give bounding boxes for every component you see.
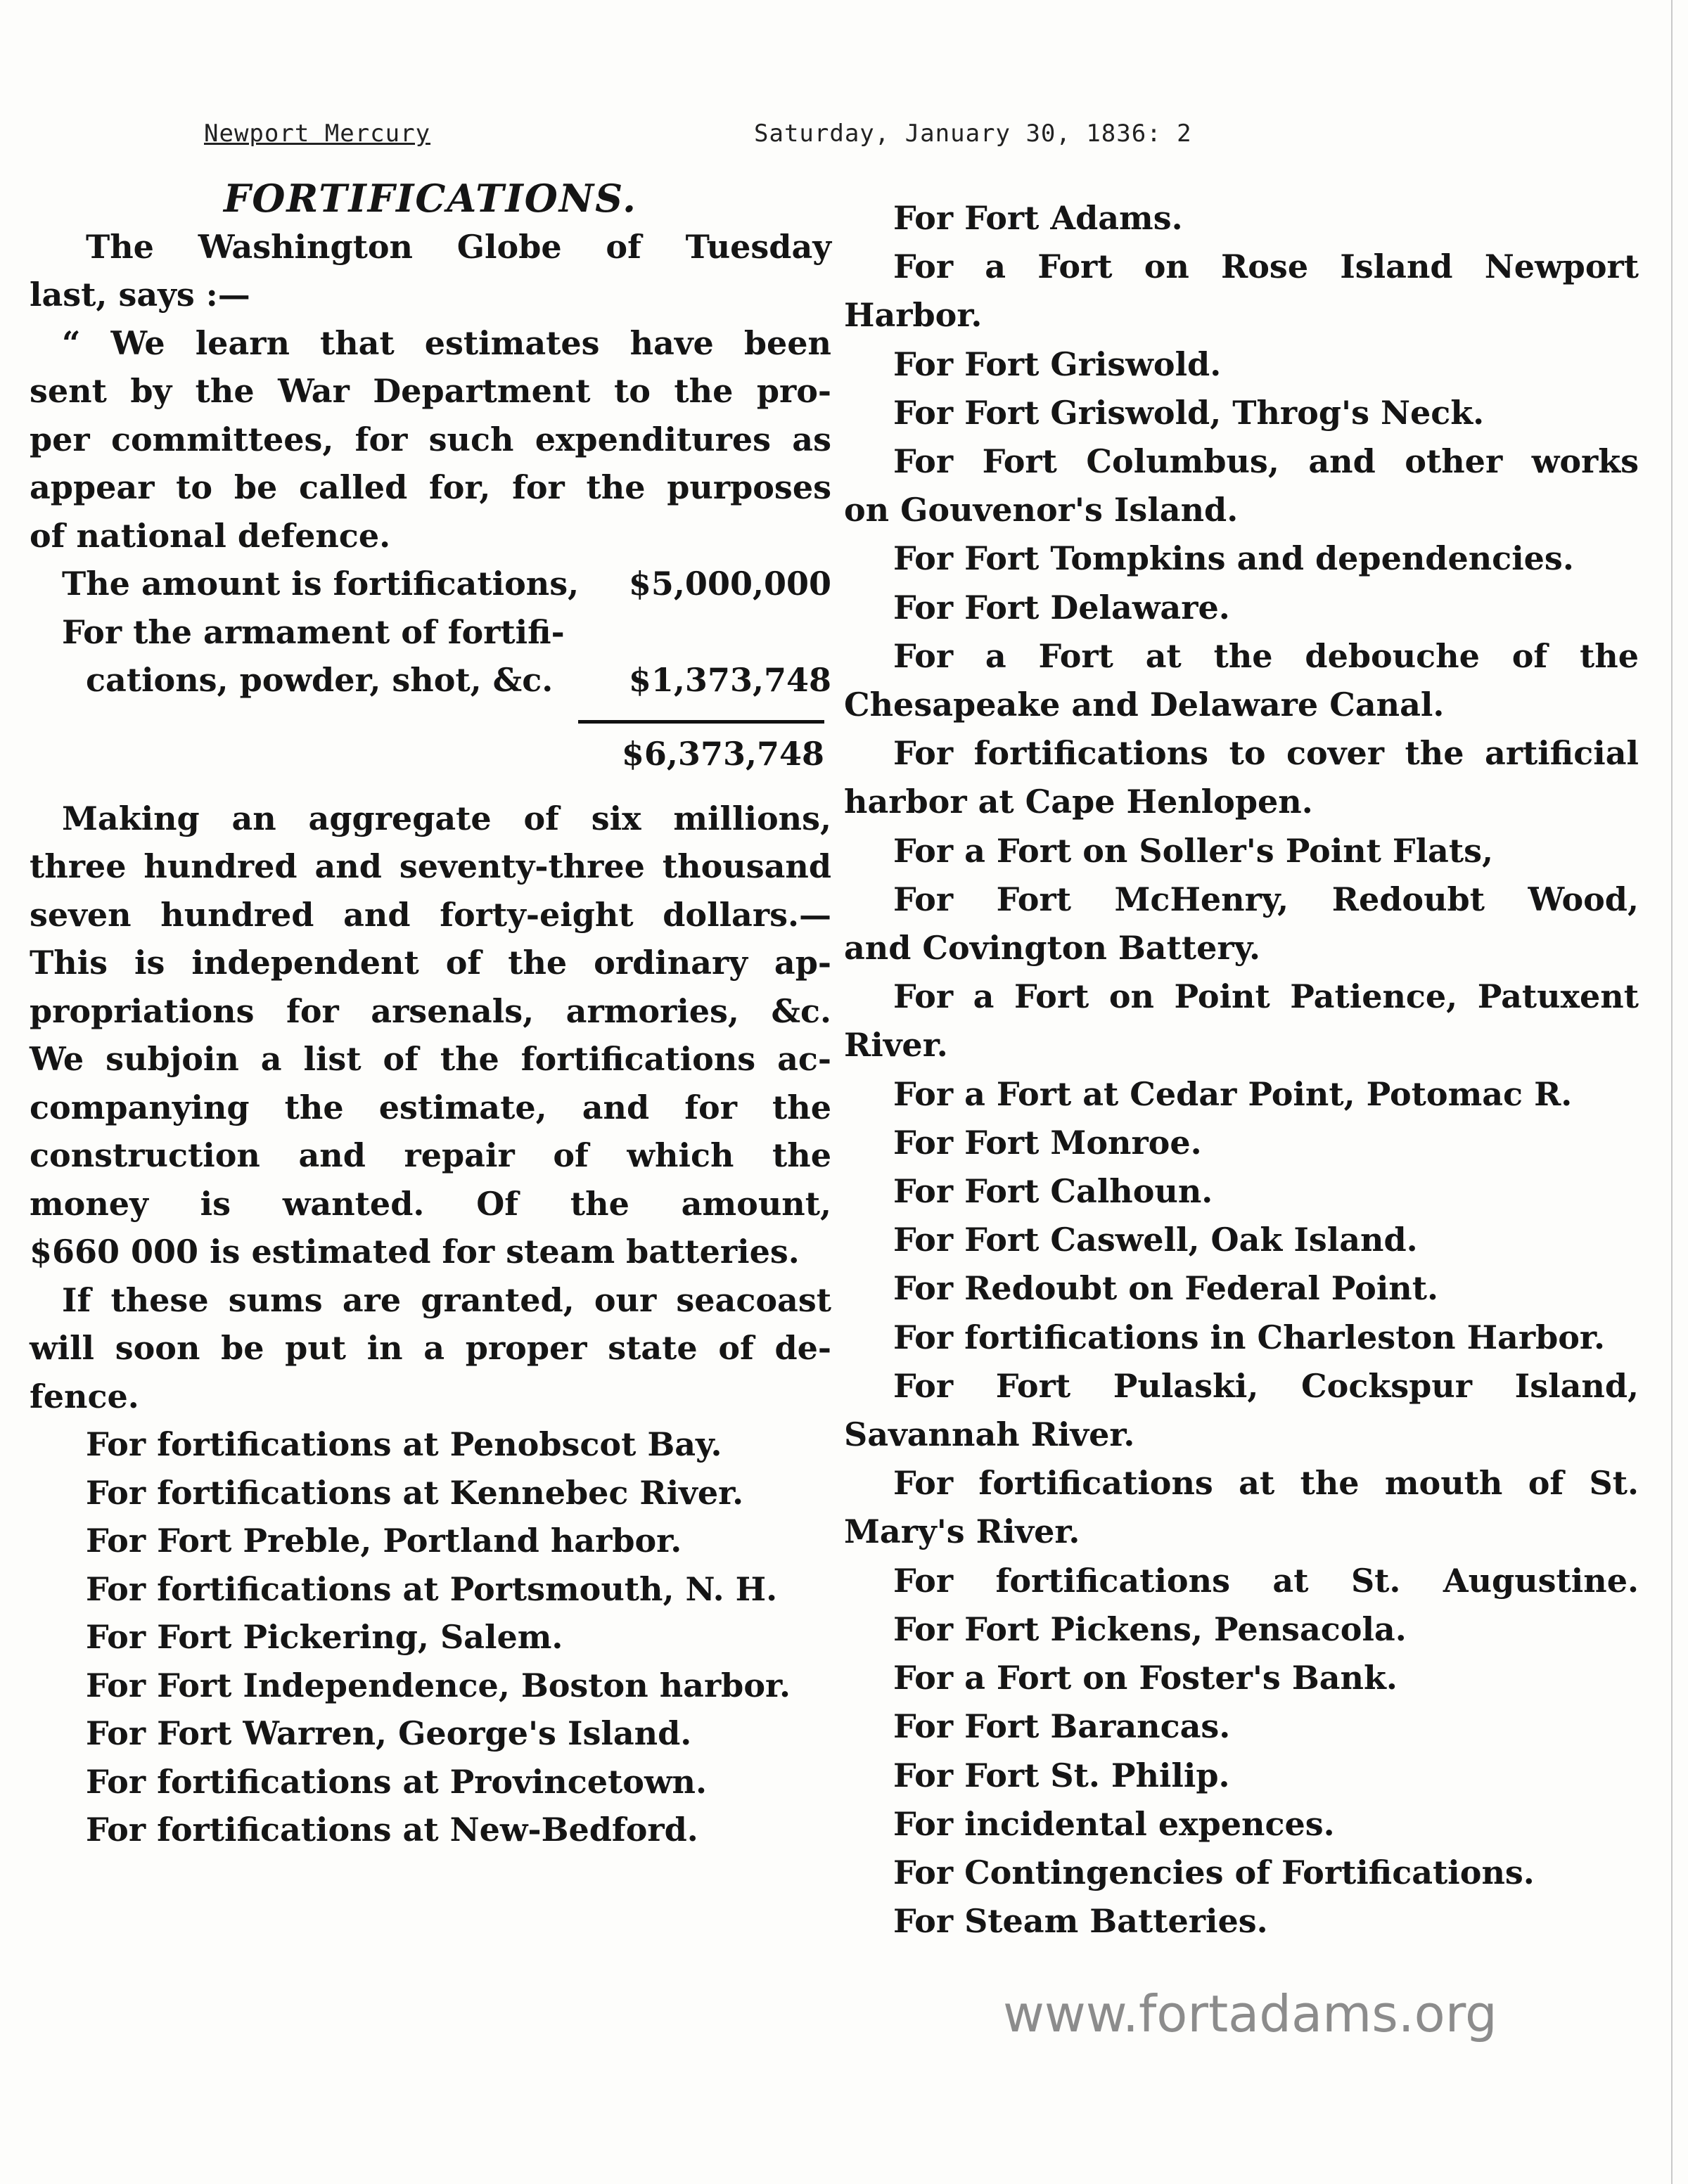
text-line: “ We learn that estimates have been bbox=[62, 323, 831, 362]
paragraph-seacoast bbox=[30, 1276, 831, 1421]
list-item: For Fort Monroe. bbox=[893, 1123, 1202, 1162]
sum-rule bbox=[578, 720, 824, 724]
list-item: Savannah River. bbox=[844, 1415, 1135, 1454]
list-item: For Fort Warren, George's Island. bbox=[86, 1714, 692, 1752]
list-item: For a Fort on Rose Island Newport bbox=[893, 248, 1639, 286]
list-item: and Covington Battery. bbox=[844, 929, 1261, 968]
text-line: The Washington Globe of Tuesday bbox=[86, 227, 831, 266]
list-item: For Fort Griswold. bbox=[893, 345, 1222, 383]
list-item: on Gouvenor's Island. bbox=[844, 491, 1239, 529]
text-line: This is independent of the ordinary ap- bbox=[30, 944, 831, 982]
list-item: For fortifications in Charleston Harbor. bbox=[893, 1318, 1605, 1356]
list-item: harbor at Cape Henlopen. bbox=[844, 783, 1313, 821]
list-item: For Fort Caswell, Oak Island. bbox=[893, 1221, 1418, 1259]
newspaper-name: Newport Mercury bbox=[204, 120, 431, 148]
text-line: $660 000 is estimated for steam batteries. bbox=[30, 1233, 800, 1271]
article-title: FORTIFICATIONS. bbox=[224, 176, 637, 221]
list-item: For a Fort on Foster's Bank. bbox=[893, 1659, 1398, 1697]
issue-date: Saturday, January 30, 1836: 2 bbox=[754, 120, 1192, 148]
text-line: For the armament of fortifi- bbox=[62, 612, 565, 651]
text-line: fence. bbox=[30, 1377, 139, 1415]
text-line: propriations for arsenals, armories, &c. bbox=[30, 991, 831, 1030]
list-item: For fortifications at Penobscot Bay. bbox=[86, 1425, 722, 1463]
list-item: For Fort Pulaski, Cockspur Island, bbox=[893, 1366, 1639, 1405]
list-item: For fortifications at New-Bedford. bbox=[86, 1811, 698, 1849]
text-line: companying the estimate, and for the bbox=[30, 1088, 831, 1126]
list-item: For Fort Pickering, Salem. bbox=[86, 1618, 563, 1656]
list-item: For a Fort at Cedar Point, Potomac R. bbox=[893, 1074, 1573, 1113]
list-item: For Fort McHenry, Redoubt Wood, bbox=[893, 880, 1639, 918]
list-item: For a Fort on Point Patience, Patuxent bbox=[893, 977, 1639, 1016]
list-item: For Fort Griswold, Throg's Neck. bbox=[893, 393, 1485, 432]
list-item: For a Fort on Soller's Point Flats, bbox=[893, 831, 1494, 870]
paragraph-aggregate bbox=[30, 795, 831, 1276]
list-item: For fortifications at Kennebec River. bbox=[86, 1473, 744, 1512]
text-line: We subjoin a list of the fortifications ac- bbox=[30, 1040, 831, 1078]
text-line: per committees, for such expenditures as bbox=[30, 420, 831, 458]
list-item: For Fort Tompkins and dependencies. bbox=[893, 539, 1574, 578]
text-line: will soon be put in a proper state of de- bbox=[30, 1329, 831, 1367]
list-item: River. bbox=[844, 1026, 948, 1065]
amount-label: The amount is fortifications, bbox=[62, 565, 580, 603]
list-item: For fortifications at St. Augustine. bbox=[893, 1561, 1639, 1600]
text-line: construction and repair of which the bbox=[30, 1136, 831, 1174]
list-item: For incidental expences. bbox=[893, 1804, 1335, 1843]
text-line: seven hundred and forty-eight dollars.— bbox=[30, 895, 831, 934]
list-item: For Redoubt on Federal Point. bbox=[893, 1269, 1439, 1308]
amount-label: cations, powder, shot, &c. bbox=[86, 661, 554, 699]
list-item: For Fort Columbus, and other works bbox=[893, 442, 1639, 481]
list-item: For fortifications at Provincetown. bbox=[86, 1762, 708, 1801]
amount-row-armament bbox=[30, 656, 831, 705]
text-line: money is wanted. Of the amount, bbox=[30, 1184, 831, 1223]
list-item: For Fort Preble, Portland harbor. bbox=[86, 1522, 682, 1560]
amount-total: $6,373,748 bbox=[621, 734, 824, 773]
list-item: For Fort Adams. bbox=[893, 199, 1183, 237]
list-item: For Fort Delaware. bbox=[893, 588, 1230, 627]
text-line: appear to be called for, for the purposes bbox=[30, 468, 831, 506]
scan-edge-line bbox=[1671, 0, 1673, 2184]
list-item: Chesapeake and Delaware Canal. bbox=[844, 686, 1445, 724]
left-column bbox=[30, 174, 831, 1854]
left-fortification-list bbox=[30, 1420, 831, 1854]
text-line: last, says :— bbox=[30, 276, 250, 314]
text-line: three hundred and seventy-three thousand bbox=[30, 847, 831, 885]
right-fortification-list bbox=[844, 194, 1639, 1946]
text-line: of national defence. bbox=[30, 516, 391, 555]
list-item: For Fort Barancas. bbox=[893, 1707, 1231, 1746]
amount-total-block bbox=[30, 705, 831, 795]
list-item: For fortifications to cover the artificial bbox=[893, 734, 1639, 773]
list-item: For Contingencies of Fortifications. bbox=[893, 1853, 1535, 1891]
text-line: If these sums are granted, our seacoast bbox=[62, 1280, 831, 1319]
text-line: sent by the War Department to the pro- bbox=[30, 372, 831, 410]
list-item: Mary's River. bbox=[844, 1512, 1080, 1551]
amount-value: $5,000,000 bbox=[628, 565, 831, 603]
list-item: Harbor. bbox=[844, 296, 983, 335]
list-item: For fortifications at Portsmouth, N. H. bbox=[86, 1569, 778, 1608]
amount-row-fortifications bbox=[30, 560, 831, 608]
list-item: For a Fort at the debouche of the bbox=[893, 636, 1639, 675]
list-item: For Steam Batteries. bbox=[893, 1902, 1268, 1941]
list-item: For fortifications at the mouth of St. bbox=[893, 1464, 1639, 1503]
list-item: For Fort Independence, Boston harbor. bbox=[86, 1666, 791, 1704]
text-line: Making an aggregate of six millions, bbox=[62, 799, 831, 837]
amount-value: $1,373,748 bbox=[628, 661, 831, 699]
website-watermark: www.fortadams.org bbox=[1003, 1984, 1497, 2043]
list-item: For Fort St. Philip. bbox=[893, 1756, 1230, 1794]
list-item: For Fort Calhoun. bbox=[893, 1172, 1213, 1211]
list-item: For Fort Pickens, Pensacola. bbox=[893, 1610, 1407, 1648]
